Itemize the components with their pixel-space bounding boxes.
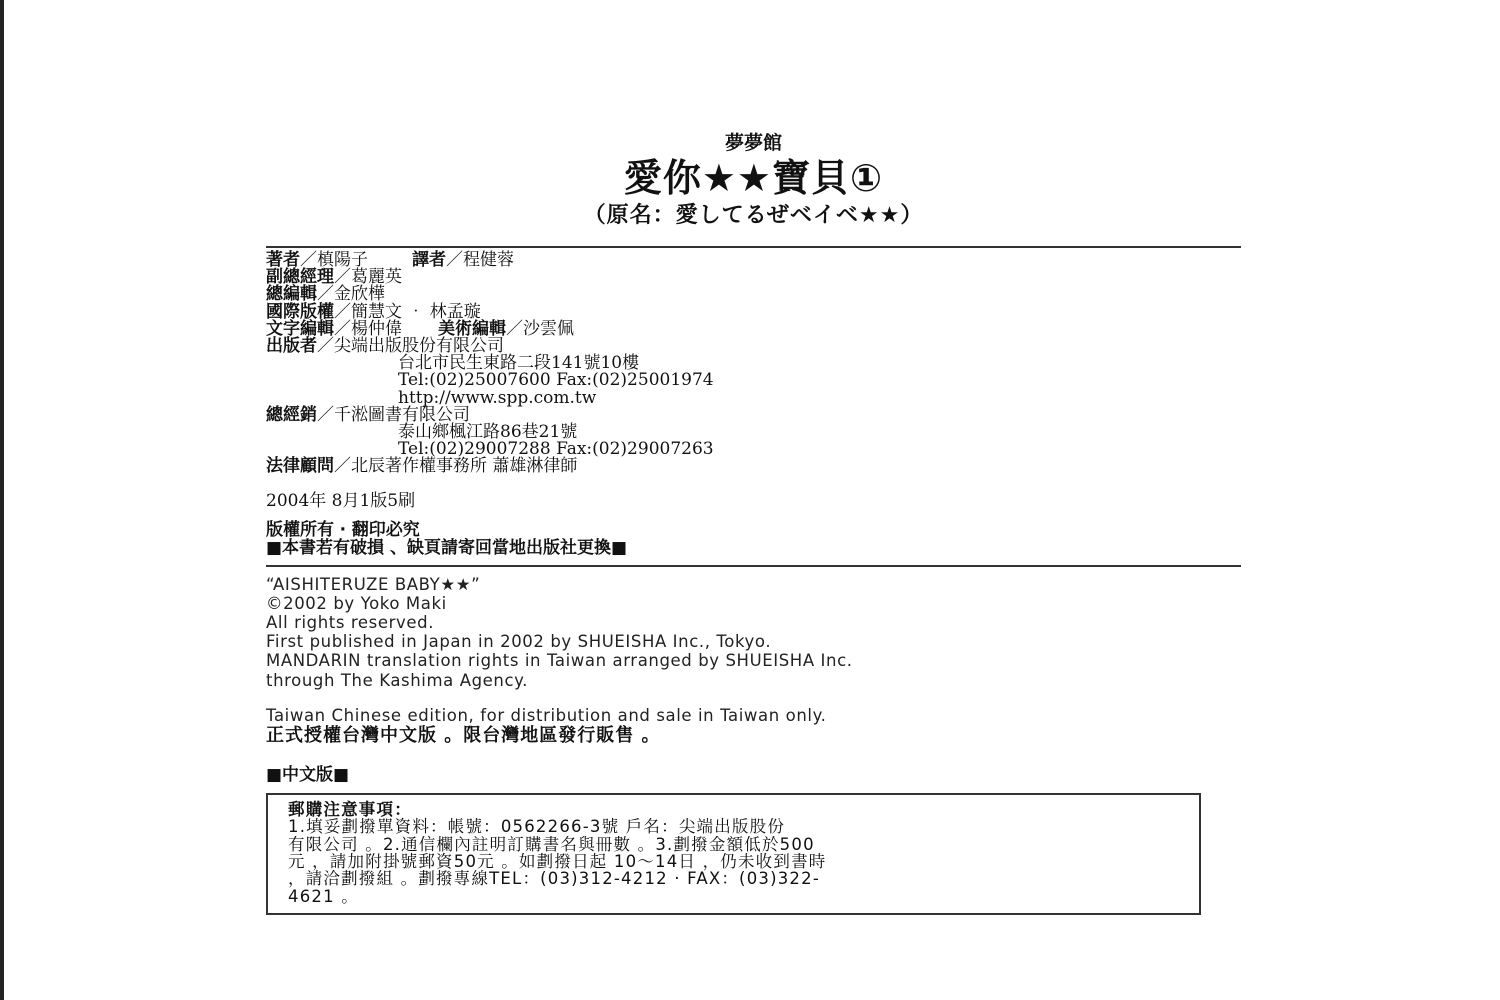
top-rule [266,246,1241,248]
mail-order-box [266,793,1201,915]
credit-value: 北辰著作權事務所 蕭雄淋律師 [351,456,578,477]
credit-label: 文字編輯 [266,318,334,339]
mail-order-line: ，請洽劃撥組 。劃撥專線TEL：(03)312-4212 ‧ FAX：(03)322- [288,869,820,889]
credit-label: 美術編輯 [438,318,506,339]
credit-value: 簡慧文 ‧ 林孟璇 [351,301,481,322]
mail-order-line: 有限公司 。2.通信欄內註明訂購書名與冊數 。3.劃撥金額低於500 [288,834,815,854]
credit-row: 總編輯 ／ 金欣樺 [266,284,385,305]
mail-order-line: 4621 。 [288,886,359,906]
credit-value: 金欣樺 [334,284,385,305]
publisher-address: 台北市民生東路二段141號10樓 [398,353,640,374]
credit-label: 法律顧問 [266,456,334,477]
credit-row-publisher: 出版者 ／ 尖端出版股份有限公司 [266,336,504,357]
english-line: MANDARIN translation rights in Taiwan arranged by SHUEISHA Inc. [266,651,853,671]
authorized-edition-note: 正式授權台灣中文版 。限台灣地區發行販售 。 [266,725,661,747]
scan-edge-line [0,0,4,1000]
english-copyright [266,575,1241,690]
credit-value: 程健蓉 [463,250,514,270]
credit-label: 總編輯 [266,284,317,305]
english-line: “AISHITERUZE BABY★★” [266,574,481,594]
english-line: ©2002 by Yoko Maki [266,593,447,613]
credit-value: 千淞圖書有限公司 [334,404,470,425]
chinese-edition-label: ■中文版■ [266,765,350,786]
mail-order-title: 郵購注意事項： [288,800,412,820]
taiwan-edition-note: Taiwan Chinese edition, for distribution and sale in Taiwan only. [266,705,827,725]
series-label: 夢夢館 [724,132,782,154]
credit-label: 譯者 [412,250,446,270]
english-line: All rights reserved. [266,613,435,633]
distributor-address: 泰山鄉楓江路86巷21號 [398,422,578,443]
original-title: （原名：愛してるぜベイベ★★） [583,203,924,228]
english-line: through The Kashima Agency. [266,670,529,690]
credit-label: 著者 [266,250,300,270]
distributor-phone-fax: Tel:(02)29007288 Fax:(02)29007263 [398,439,714,460]
publisher-website: http://www.spp.com.tw [398,387,597,408]
credit-label: 總經銷 [266,404,317,425]
credit-value: 槙陽子 [317,250,368,270]
credit-label: 出版者 [266,336,317,357]
mail-order-line: 元 ，請加附掛號郵資50元 。如劃撥日起 10～14日 ，仍未收到書時 [288,851,827,871]
print-date: 2004年 8月1版5刷 [266,490,416,511]
middle-rule [266,565,1241,567]
rights-block [266,521,1241,557]
credit-value: 楊仲偉 [351,318,402,339]
credit-value: 尖端出版股份有限公司 [334,336,504,357]
credit-row-distributor: 總經銷 ／ 千淞圖書有限公司 [266,404,470,425]
credit-row: 文字編輯 ／ 楊仲偉 美術編輯 ／ 沙雲佩 [266,318,574,339]
english-line: First published in Japan in 2002 by SHUEISHA Inc., Tokyo. [266,632,772,652]
colophon-page [266,130,1241,915]
credit-label: 副總經理 [266,267,334,288]
credits-block [266,252,1241,476]
publisher-phone-fax: Tel:(02)25007600 Fax:(02)25001974 [398,370,714,391]
credit-value: 沙雲佩 [523,318,574,339]
credit-row: 國際版權 ／ 簡慧文 ‧ 林孟璇 [266,301,481,322]
credit-row-author: 著者 ／ 槙陽子 譯者 ／ 程健蓉 [266,250,514,270]
rights-reserved: 版權所有 ‧ 翻印必究 [266,519,420,540]
credit-row-legal: 法律顧問 ／ 北辰著作權事務所 蕭雄淋律師 [266,456,578,477]
damaged-copy-notice: ■本書若有破損 、缺頁請寄回當地出版社更換■ [266,537,628,558]
book-title: 愛你★★寶貝① [623,156,884,200]
credit-value: 葛麗英 [351,267,402,288]
credit-label: 國際版權 [266,301,334,322]
credit-row: 副總經理 ／ 葛麗英 [266,267,402,288]
mail-order-line: 1.填妥劃撥單資料：帳號：0562266-3號 戶名：尖端出版股份 [288,817,786,837]
